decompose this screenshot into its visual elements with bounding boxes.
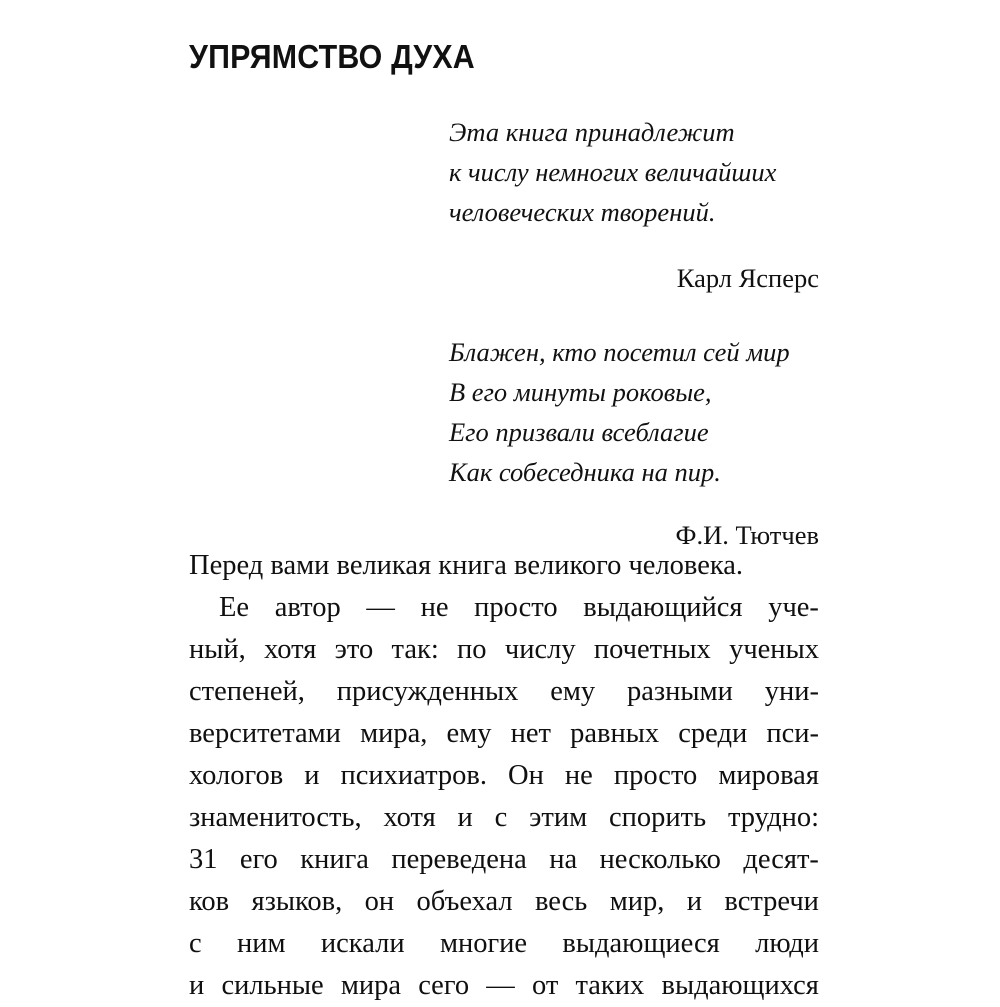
word: таких — [575, 970, 645, 1001]
word: выдающихся — [661, 970, 819, 1001]
word: верситетами — [189, 718, 341, 749]
text-line — [189, 965, 819, 1007]
word: мира — [340, 970, 401, 1001]
word: книга — [300, 844, 369, 875]
epigraph-line: к числу немногих величайших — [449, 157, 777, 187]
word: этим — [529, 802, 588, 833]
word: переведена — [391, 844, 527, 875]
word: так: — [391, 634, 439, 665]
epigraph-line: человеческих творений. — [449, 197, 716, 227]
word: мировая — [718, 760, 819, 791]
word: на — [549, 844, 578, 875]
epigraph-attribution: Ф.И. Тютчев — [675, 520, 819, 550]
word: он — [364, 886, 395, 917]
word: среди — [678, 718, 748, 749]
word: присужденных — [336, 676, 519, 707]
word: просто — [474, 592, 558, 623]
epigraph-attribution: Карл Ясперс — [676, 263, 819, 293]
word: психиатров. — [340, 760, 487, 791]
word: мир, — [609, 886, 665, 917]
word: несколько — [599, 844, 721, 875]
word: ученых — [729, 634, 819, 665]
word: и — [686, 886, 703, 917]
word: уче- — [768, 592, 819, 623]
word: встречи — [724, 886, 819, 917]
word: ним — [237, 928, 286, 959]
word: ный, — [189, 634, 246, 665]
word: степеней, — [189, 676, 305, 707]
text-line — [189, 755, 819, 797]
paragraph — [189, 587, 819, 1007]
word: весь — [535, 886, 588, 917]
word: знаменитость, — [189, 802, 362, 833]
word: объехал — [416, 886, 513, 917]
word: его — [239, 844, 278, 875]
epigraph-line: Как собеседника на пир. — [449, 457, 721, 487]
word: хотя — [264, 634, 317, 665]
epigraph-text — [449, 332, 819, 492]
word: пси- — [766, 718, 819, 749]
word: искали — [320, 928, 405, 959]
word: сего — [418, 970, 470, 1001]
epigraph-line: Эта книга принадлежит — [449, 117, 735, 147]
word: — — [366, 592, 395, 623]
word: выдающийся — [583, 592, 743, 623]
word: и — [457, 802, 473, 833]
word: с — [494, 802, 508, 833]
epigraph-tyutchev — [449, 332, 819, 555]
word: это — [334, 634, 374, 665]
word: люди — [755, 928, 819, 959]
word: мира, — [360, 718, 428, 749]
word: почетных — [593, 634, 711, 665]
word: — — [486, 970, 515, 1001]
word: и — [304, 760, 320, 791]
word: числу — [504, 634, 576, 665]
epigraph-line: В его минуты роковые, — [449, 377, 712, 407]
epigraph-text — [449, 112, 819, 232]
text-line — [189, 923, 819, 965]
word: не — [420, 592, 449, 623]
text-line — [189, 671, 819, 713]
text-line — [189, 797, 819, 839]
word: языков, — [251, 886, 343, 917]
word: с — [189, 928, 202, 959]
page-title: УПРЯМСТВО ДУХА — [189, 38, 475, 76]
word: ему — [446, 718, 492, 749]
word: трудно: — [727, 802, 819, 833]
word: спорить — [608, 802, 707, 833]
word: 31 — [189, 844, 218, 875]
word: ему — [550, 676, 596, 707]
word: ков — [189, 886, 230, 917]
epigraph-jaspers — [449, 112, 819, 298]
epigraph-line: Блажен, кто посетил сей мир — [449, 337, 790, 367]
word: нет — [510, 718, 551, 749]
text-line — [189, 629, 819, 671]
word: уни- — [764, 676, 819, 707]
word: по — [457, 634, 487, 665]
word: десят- — [743, 844, 819, 875]
word: разными — [627, 676, 733, 707]
word: хологов — [189, 760, 284, 791]
paragraph — [189, 545, 819, 587]
word: просто — [613, 760, 698, 791]
epigraph-line: Его призвали всеблагие — [449, 417, 709, 447]
text-line — [219, 587, 819, 629]
word: многие — [439, 928, 528, 959]
word: Ее — [219, 592, 250, 623]
word: Он — [508, 760, 544, 791]
word: автор — [274, 592, 341, 623]
text-line — [189, 881, 819, 923]
text-line — [189, 839, 819, 881]
word: от — [531, 970, 559, 1001]
word: выдающиеся — [562, 928, 720, 959]
text-line: Перед вами великая книга великого человека. — [189, 550, 744, 581]
word: сильные — [221, 970, 324, 1001]
text-line — [189, 713, 819, 755]
word: и — [189, 970, 205, 1001]
word: равных — [570, 718, 660, 749]
word: хотя — [383, 802, 436, 833]
word: не — [564, 760, 593, 791]
epigraph-block — [449, 112, 819, 555]
body-text — [189, 545, 819, 1007]
